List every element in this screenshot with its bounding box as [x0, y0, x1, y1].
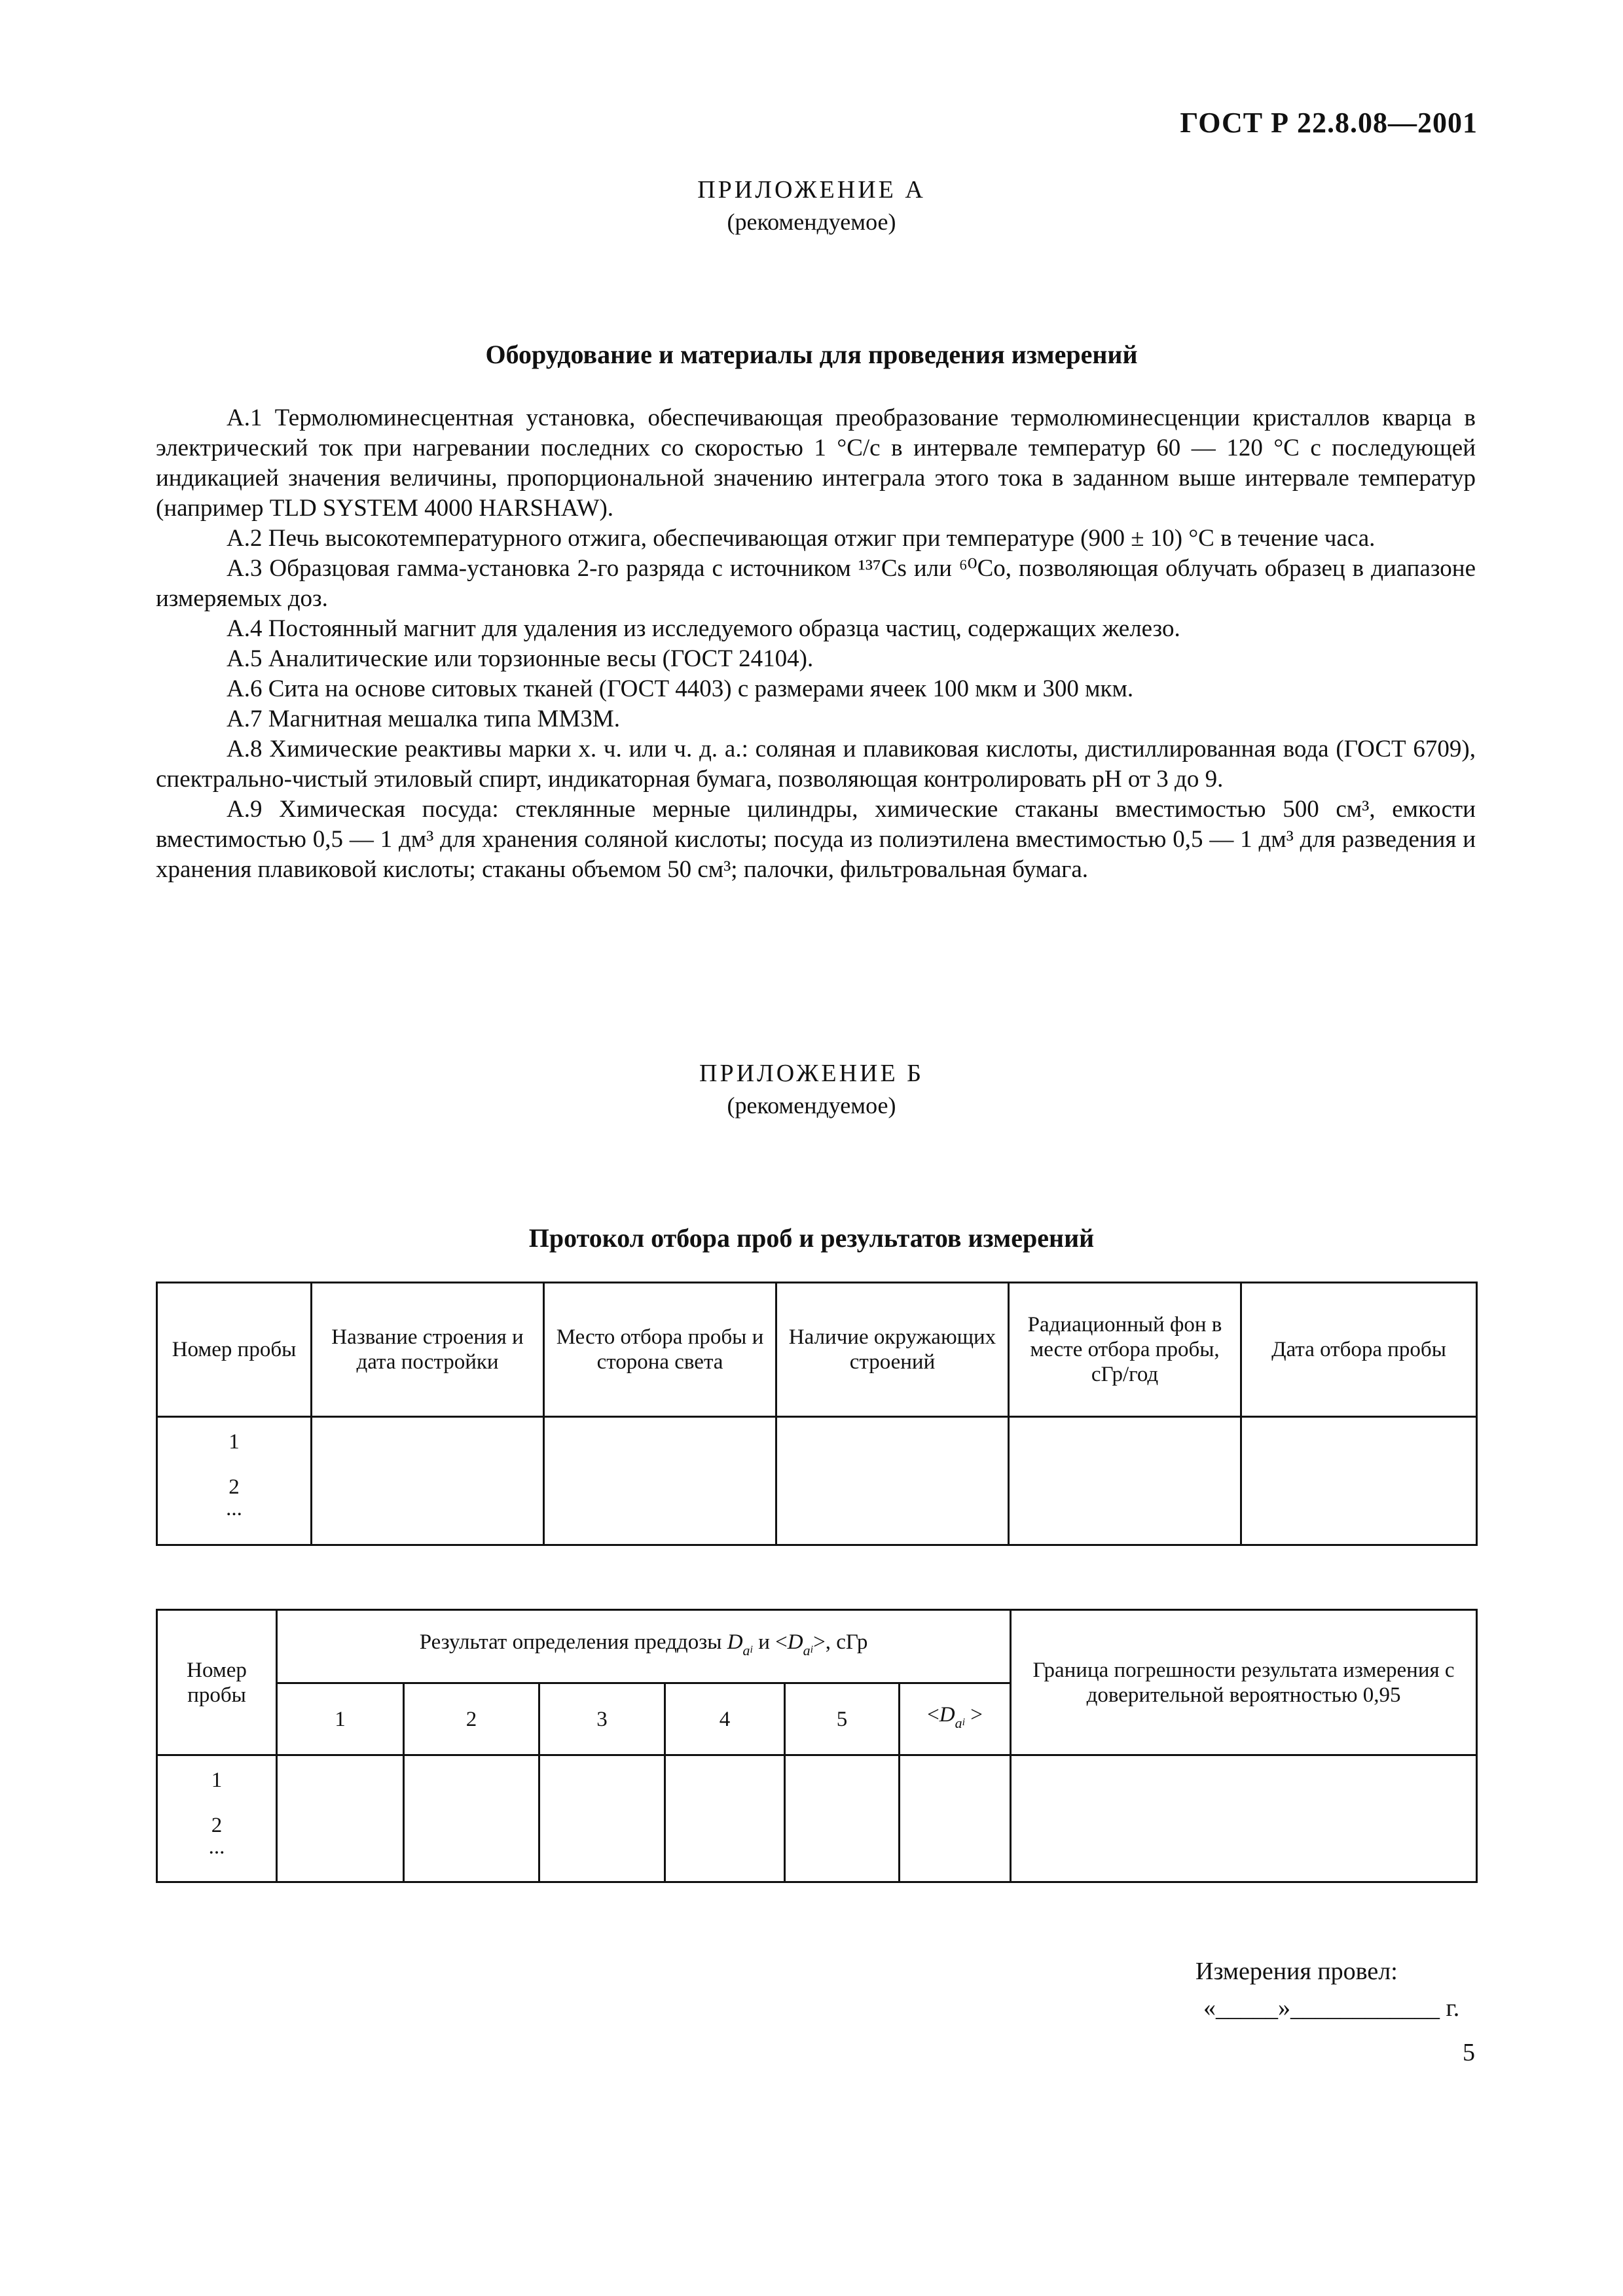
header-mean-predose — [900, 1683, 1011, 1755]
paragraph-a6: А.6 Сита на основе ситовых тканей (ГОСТ 4403) с размерами ячеек 100 мкм и 300 мкм. — [227, 675, 1134, 702]
sample-number-cell — [157, 1417, 312, 1545]
paragraph-a1: А.1 Термолюминесцентная установка, обеспечивающая преобразование термолюминесценции кристаллов кварца в электрический ток при нагревании последних со скоростью 1 °С/с в интервале температур 60 — 120 °С с последующей индикацией значения величины, пропорциональной значению интеграла этого тока в заданном выше интервале температур (например TLD SYSTEM 4000 HARSHAW). — [156, 404, 1476, 522]
header-sample-number: Номер пробы — [157, 1610, 277, 1755]
table-cell — [665, 1755, 785, 1882]
table-cell — [1011, 1755, 1477, 1882]
document-code: ГОСТ Р 22.8.08—2001 — [1180, 107, 1478, 139]
row-label-ellipsis: ... — [226, 1497, 242, 1520]
appendix-b-subtitle: (рекомендуемое) — [727, 1092, 896, 1119]
header-radiation-background: Радиационный фон в месте отбора пробы, сГр/год — [1009, 1283, 1241, 1417]
paragraph-a4: А.4 Постоянный магнит для удаления из исследуемого образца частиц, содержащих железо. — [227, 615, 1180, 642]
predose-gt-unit: >, сГр — [813, 1630, 868, 1654]
table-cell — [776, 1417, 1009, 1545]
table-cell — [785, 1755, 900, 1882]
sampling-protocol-table — [156, 1282, 1478, 1546]
mean-lt: < — [927, 1703, 939, 1727]
paragraph-a7: А.7 Магнитная мешалка типа ММ3М. — [227, 706, 620, 732]
predose-avg-subsubscript: i — [810, 1644, 814, 1655]
header-building-name: Название строения и дата постройки — [312, 1283, 544, 1417]
table-cell — [539, 1755, 665, 1882]
page-number: 5 — [1463, 2039, 1475, 2066]
paragraph-a5: А.5 Аналитические или торзионные весы (ГОСТ 24104). — [227, 645, 814, 672]
table-cell — [900, 1755, 1011, 1882]
row-label-1: 1 — [211, 1768, 223, 1792]
table-cell — [312, 1417, 544, 1545]
header-surrounding-buildings: Наличие окружающих строений — [776, 1283, 1009, 1417]
appendix-a-title: ПРИЛОЖЕНИЕ А — [697, 176, 926, 204]
table-cell — [277, 1755, 404, 1882]
date-line: «_____»____________ г. — [1203, 1994, 1460, 2022]
header-measurement-5: 5 — [785, 1683, 900, 1755]
sample-number-cell — [157, 1755, 277, 1882]
signature-label: Измерения провел: — [1195, 1958, 1398, 1985]
predose-subsubscript: i — [750, 1644, 753, 1655]
predose-avg-symbol: D — [787, 1630, 803, 1654]
paragraph-a9: А.9 Химическая посуда: стеклянные мерные цилиндры, химические стаканы вместимостью 500 см³, емкости вместимостью 0,5 — 1 дм³ для хранения соляной кислоты; посуда из полиэтилена вместимостью 0,5 — 1 дм³ для разведения и хранения плавиковой кислоты; стаканы объемом 50 см³; палочки, фильтровальная бумага. — [156, 796, 1476, 883]
table-cell — [1241, 1417, 1477, 1545]
paragraph-a8: А.8 Химические реактивы марки х. ч. или ч. д. а.: соляная и плавиковая кислоты, дистиллированная вода (ГОСТ 6709), спектрально-чистый этиловый спирт, индикаторная бумага, позволяющая контролировать рН от 3 до 9. — [156, 736, 1476, 793]
mean-subscript: a — [955, 1715, 962, 1731]
predose-prefix: Результат определения преддозы — [419, 1630, 722, 1654]
row-label-2: 2 — [228, 1475, 240, 1499]
appendix-b-section-title: Протокол отбора проб и результатов измерений — [528, 1223, 1095, 1253]
paragraph-a2: А.2 Печь высокотемпературного отжига, обеспечивающая отжиг при температуре (900 ± 10) °С в течение часа. — [227, 525, 1376, 552]
mean-symbol: D — [939, 1703, 955, 1727]
row-label-2: 2 — [211, 1814, 223, 1837]
predose-avg-subscript: a — [803, 1642, 811, 1659]
predose-lt: < — [775, 1630, 788, 1654]
header-measurement-2: 2 — [404, 1683, 539, 1755]
appendix-a-subtitle: (рекомендуемое) — [727, 209, 896, 235]
predose-and: и — [758, 1630, 770, 1654]
table-cell — [404, 1755, 539, 1882]
appendix-a-section-title: Оборудование и материалы для проведения измерений — [485, 340, 1138, 369]
header-sampling-date: Дата отбора пробы — [1241, 1283, 1477, 1417]
table-cell — [544, 1417, 776, 1545]
measurement-results-table — [156, 1609, 1478, 1883]
appendix-b-title: ПРИЛОЖЕНИЕ Б — [699, 1060, 924, 1087]
paragraph-a3: А.3 Образцовая гамма-установка 2-го разряда с источником ¹³⁷Cs или ⁶⁰Со, позволяющая облучать образец в диапазоне измеряемых доз. — [156, 555, 1476, 612]
row-label-ellipsis: ... — [208, 1835, 225, 1859]
header-sample-number: Номер пробы — [157, 1283, 312, 1417]
header-measurement-1: 1 — [277, 1683, 404, 1755]
predose-subscript: a — [742, 1642, 750, 1659]
mean-gt: > — [970, 1703, 983, 1727]
mean-subsubscript: i — [962, 1717, 966, 1728]
appendix-a-paragraphs — [156, 403, 1476, 885]
header-error-bound: Граница погрешности результата измерения с доверительной вероятностью 0,95 — [1011, 1610, 1477, 1755]
table-cell — [1009, 1417, 1241, 1545]
header-predose-result — [277, 1610, 1011, 1683]
header-sampling-place: Место отбора пробы и сторона света — [544, 1283, 776, 1417]
predose-symbol: D — [727, 1630, 743, 1654]
header-measurement-4: 4 — [665, 1683, 785, 1755]
row-label-1: 1 — [228, 1430, 240, 1454]
header-measurement-3: 3 — [539, 1683, 665, 1755]
